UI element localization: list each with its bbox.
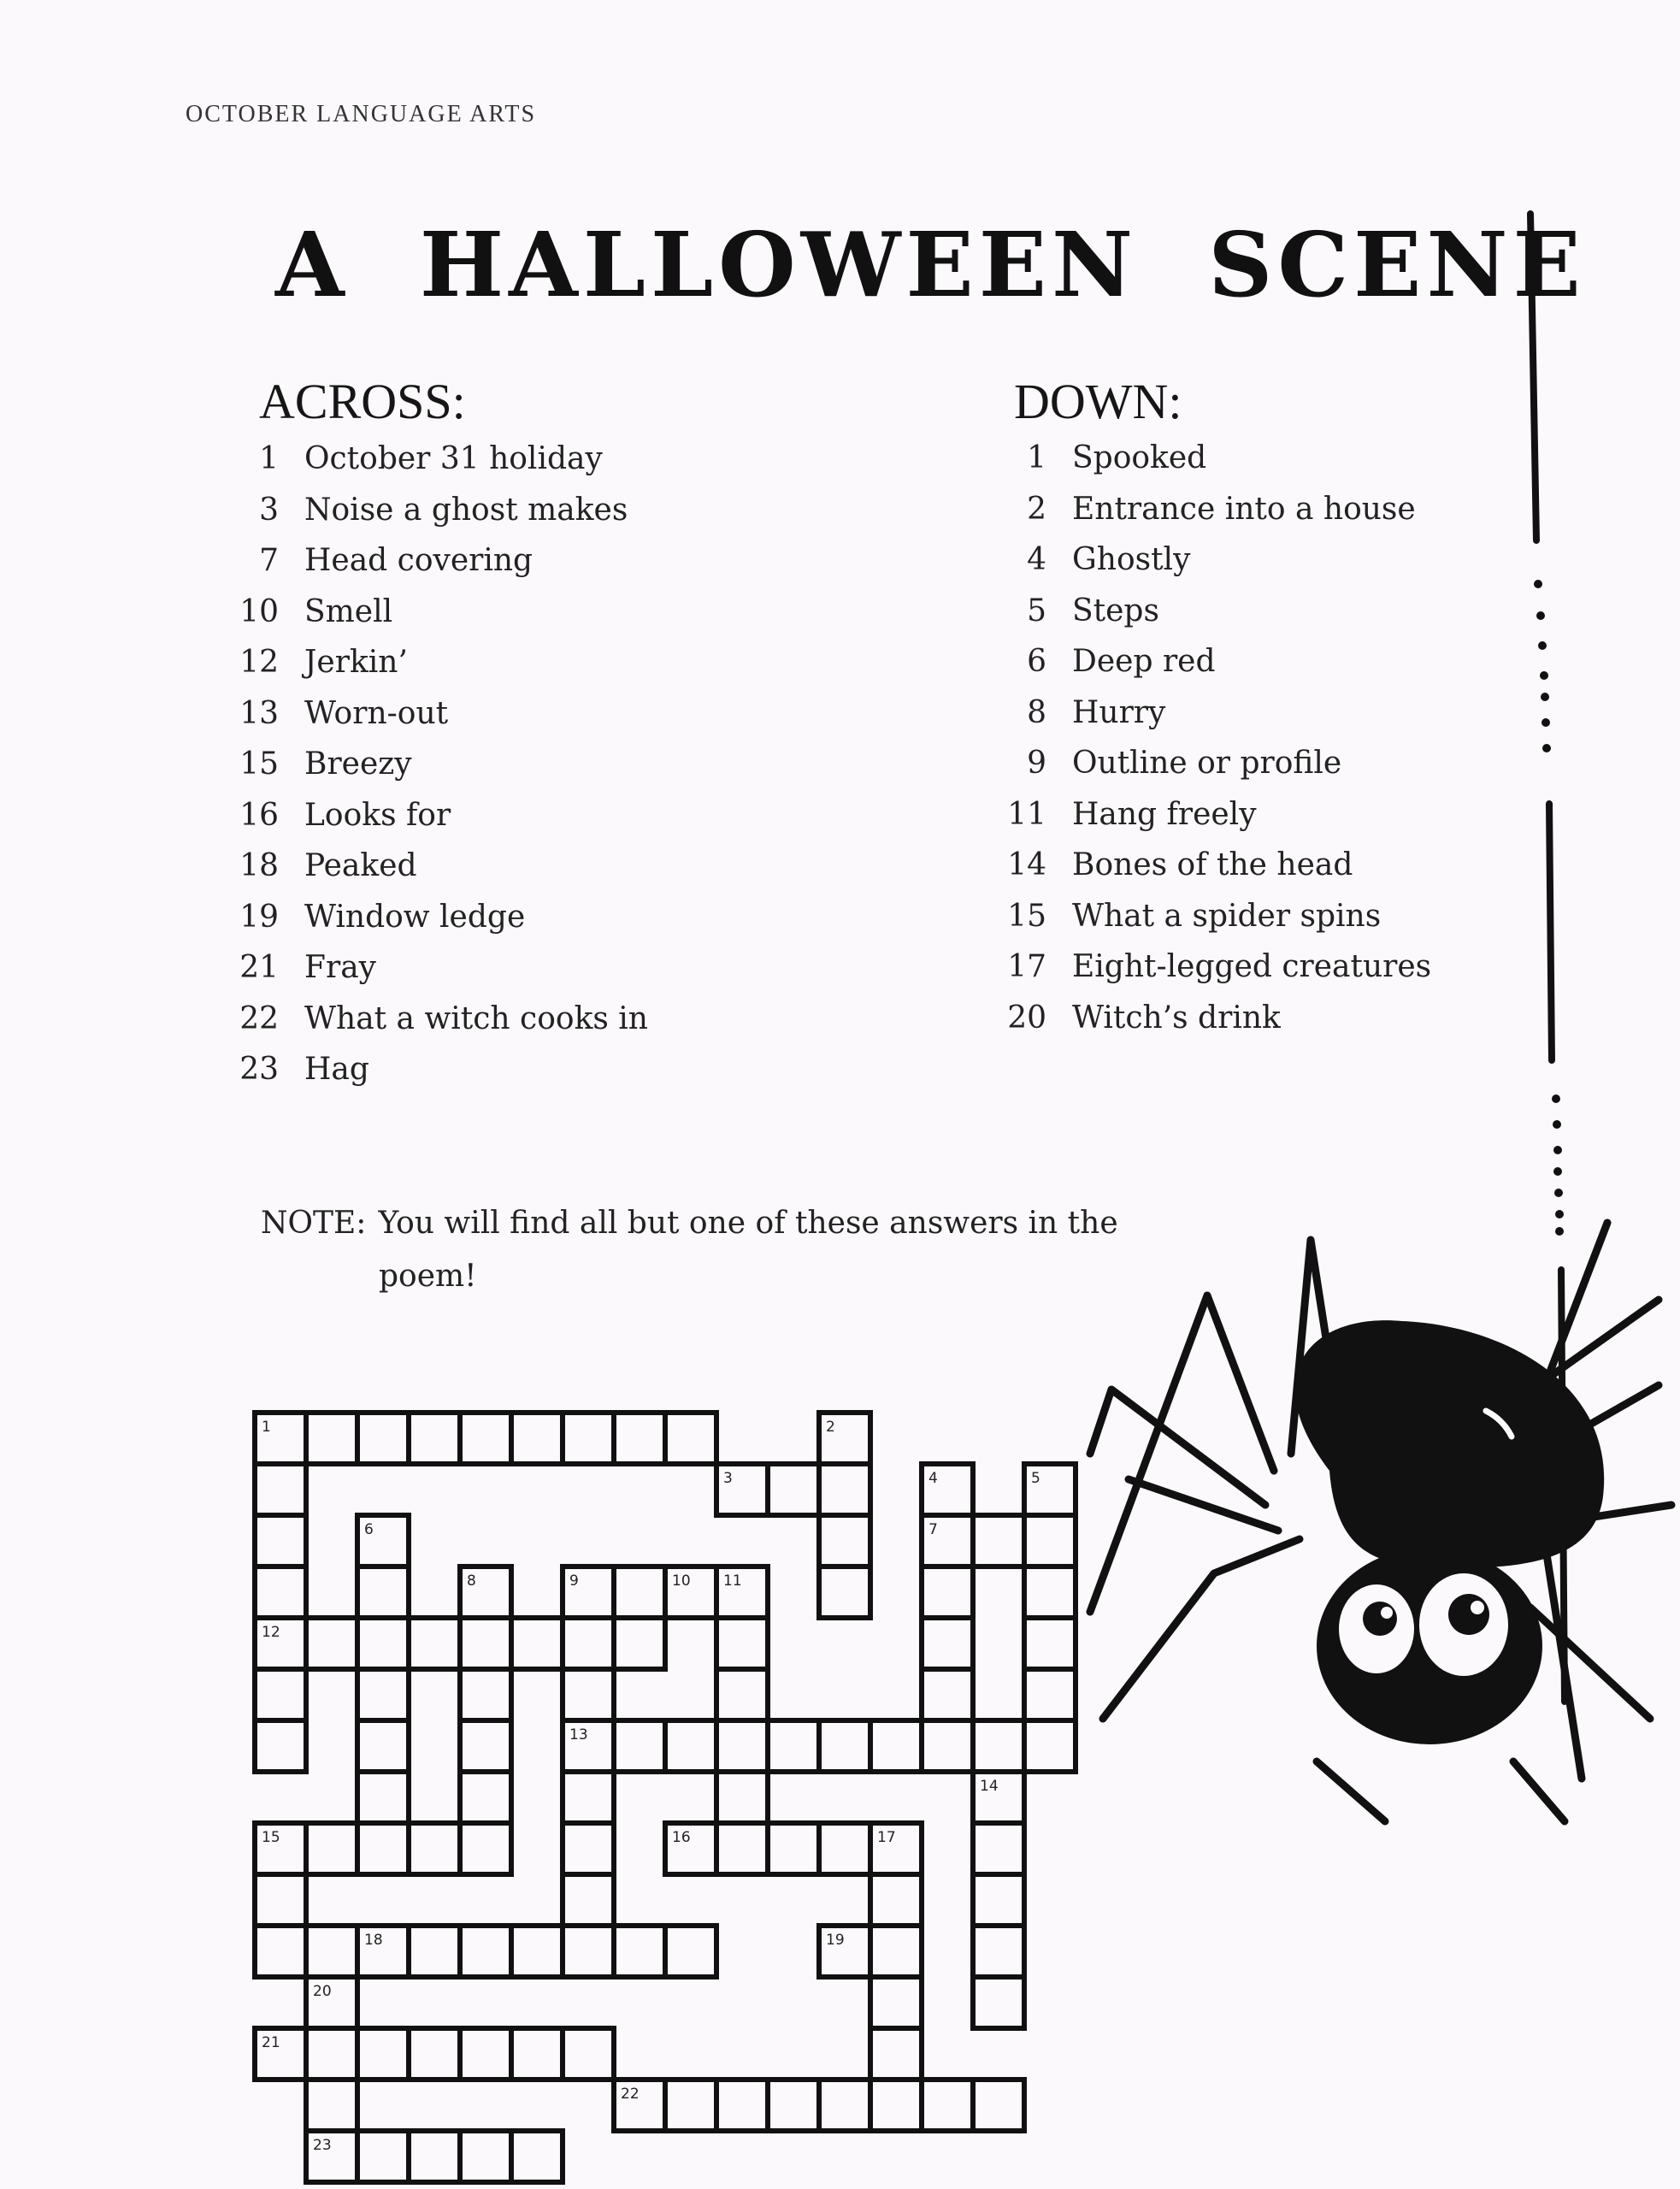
clue-text: Eight-legged creatures [1072, 949, 1432, 985]
clue-text: Noise a ghost makes [304, 492, 628, 528]
clue-text: Fray [304, 950, 376, 986]
cell-number: 18 [364, 1932, 383, 1949]
clue-text: Jerkin’ [304, 645, 408, 681]
across-heading: ACROSS: [259, 374, 466, 429]
clue-text: Ghostly [1072, 542, 1191, 578]
cell-number: 15 [262, 1829, 280, 1846]
page-title: A HALLOWEEN SCENE [275, 212, 1586, 317]
cell-number: 14 [980, 1778, 999, 1795]
clue-number: 8 [1027, 694, 1046, 730]
cell-number: 11 [723, 1572, 742, 1590]
clue-text: Hurry [1072, 694, 1166, 730]
clue-text: Peaked [304, 848, 417, 884]
clue-text: What a witch cooks in [304, 1000, 648, 1036]
cell-number: 10 [672, 1572, 691, 1590]
note-label: NOTE: [261, 1206, 367, 1241]
cell-number: 22 [621, 2086, 640, 2103]
clue-text: Witch’s drink [1072, 1000, 1281, 1035]
cell-number: 3 [723, 1470, 733, 1487]
cell-number: 12 [262, 1624, 280, 1641]
cell-number: 7 [928, 1521, 938, 1538]
cell-number: 19 [826, 1932, 845, 1949]
clue-number: 2 [1027, 491, 1046, 527]
clue-text: Hag [304, 1052, 369, 1088]
cell-number: 21 [262, 2034, 280, 2051]
clue-number: 17 [1007, 949, 1046, 985]
cell-number: 4 [928, 1470, 938, 1487]
cell-number: 23 [313, 2137, 332, 2154]
clue-number: 15 [1007, 898, 1046, 934]
clue-text: October 31 holiday [304, 441, 603, 477]
clue-number: 4 [1027, 542, 1046, 578]
clue-text: Hang freely [1072, 796, 1257, 832]
clue-text: Head covering [304, 543, 533, 579]
clue-number: 19 [239, 899, 279, 935]
clue-text: Worn-out [304, 695, 449, 731]
clue-text: Bones of the head [1072, 847, 1353, 883]
cell-number: 16 [672, 1829, 691, 1846]
clue-text: Window ledge [304, 899, 526, 935]
clue-number: 11 [1007, 796, 1046, 832]
clue-number: 16 [239, 797, 279, 833]
clue-number: 23 [239, 1052, 279, 1088]
clue-number: 1 [259, 441, 279, 477]
page-header-label: OCTOBER LANGUAGE ARTS [186, 101, 537, 127]
clue-number: 5 [1027, 593, 1046, 628]
clue-text: Looks for [304, 797, 451, 833]
clue-number: 14 [1007, 847, 1046, 883]
clue-text: Outline or profile [1072, 746, 1342, 782]
clue-text: Deep red [1072, 644, 1216, 680]
clue-number: 9 [1027, 746, 1046, 782]
clue-text: Smell [304, 593, 393, 629]
clue-number: 10 [239, 593, 279, 629]
cell-number: 8 [467, 1572, 476, 1590]
clue-number: 21 [239, 950, 279, 986]
cell-number: 9 [569, 1572, 579, 1590]
cell-number: 17 [877, 1829, 896, 1846]
cell-number: 2 [826, 1419, 835, 1436]
clue-text: Breezy [304, 746, 412, 782]
clue-text: Spooked [1072, 440, 1207, 476]
clue-number: 15 [239, 746, 279, 782]
spider-icon [1090, 1223, 1671, 1821]
down-heading: DOWN: [1014, 374, 1182, 429]
clue-text: Steps [1072, 593, 1159, 628]
note-text: You will find all but one of these answers in the [378, 1206, 1118, 1241]
cell-number: 1 [262, 1419, 271, 1436]
clue-number: 6 [1027, 644, 1046, 680]
clue-number: 22 [239, 1000, 279, 1036]
clue-number: 13 [239, 695, 279, 731]
clue-number: 12 [239, 645, 279, 681]
cell-number: 13 [569, 1726, 588, 1744]
clue-number: 1 [1027, 440, 1046, 476]
cell-number: 6 [364, 1521, 374, 1538]
note-continuation: poem! [379, 1259, 477, 1294]
clue-number: 3 [259, 492, 279, 528]
clue-number: 20 [1007, 1000, 1046, 1035]
clue-text: What a spider spins [1072, 898, 1382, 934]
clue-number: 7 [259, 543, 279, 579]
clue-text: Entrance into a house [1072, 491, 1416, 527]
cell-number: 5 [1031, 1470, 1040, 1487]
cell-number: 20 [313, 1983, 332, 2000]
clue-number: 18 [239, 848, 279, 884]
